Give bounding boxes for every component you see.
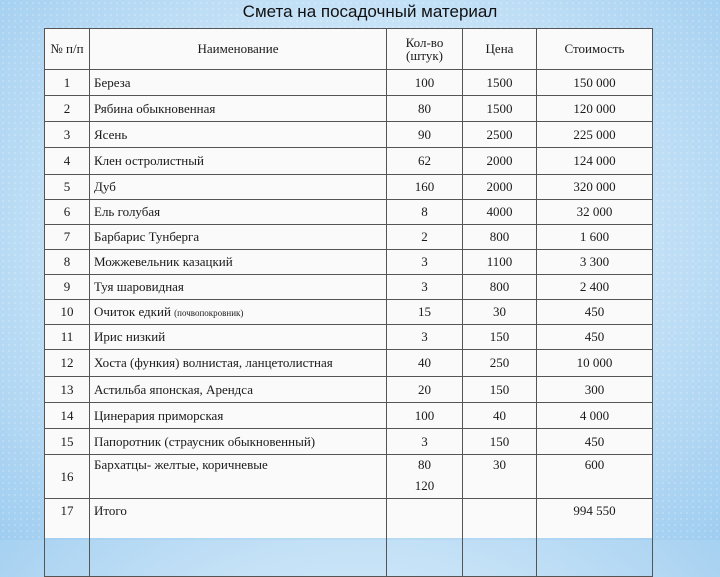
row-price: 4000: [463, 200, 537, 225]
row-qty: 90: [387, 122, 463, 148]
row-price: 1500: [463, 96, 537, 122]
header-name: Наименование: [90, 29, 387, 70]
row-number: 12: [45, 350, 90, 377]
table-row: [45, 377, 653, 403]
row-name: Дуб: [90, 175, 387, 200]
row-number: 4: [45, 148, 90, 175]
table-row: [45, 175, 653, 200]
row-cost: 2 400: [537, 275, 653, 300]
row-price: 250: [463, 350, 537, 377]
row-name: Ясень: [90, 122, 387, 148]
row-cost: 124 000: [537, 148, 653, 175]
row-price: 1100: [463, 250, 537, 275]
row-number: 6: [45, 200, 90, 225]
estimate-table: [44, 28, 653, 577]
header-price: Цена: [463, 29, 537, 70]
header-qty-label: Кол-во: [405, 35, 444, 50]
row-number: 8: [45, 250, 90, 275]
row-name: Ирис низкий: [90, 325, 387, 350]
row-cost: 3 300: [537, 250, 653, 275]
row-name: Барбарис Тунберга: [90, 225, 387, 250]
row-number: 5: [45, 175, 90, 200]
row-name: Рябина обыкновенная: [90, 96, 387, 122]
total-number: 17: [45, 499, 90, 577]
row-name: Клен остролистный: [90, 148, 387, 175]
row-name-text: Очиток едкий: [94, 303, 171, 319]
table-row: [45, 403, 653, 429]
row-qty: 100: [387, 70, 463, 96]
row-number: 16: [45, 455, 90, 499]
table-row: [45, 429, 653, 455]
row-price: 150: [463, 325, 537, 350]
row-price: 2500: [463, 122, 537, 148]
table-row: [45, 455, 653, 499]
row-price: 40: [463, 403, 537, 429]
row-number: 2: [45, 96, 90, 122]
row-price: 2000: [463, 175, 537, 200]
row-name: Ель голубая: [90, 200, 387, 225]
row-number: 9: [45, 275, 90, 300]
row-name: Бархатцы- желтые, коричневые: [90, 455, 387, 499]
row-name: Туя шаровидная: [90, 275, 387, 300]
table-row: [45, 275, 653, 300]
row-qty: 20: [387, 377, 463, 403]
row-cost: 120 000: [537, 96, 653, 122]
table-row: [45, 122, 653, 148]
table-row: [45, 96, 653, 122]
row-qty: 3: [387, 250, 463, 275]
table-row: [45, 148, 653, 175]
row-name: Хоста (функия) волнистая, ланцетолистная: [90, 350, 387, 377]
row-number: 7: [45, 225, 90, 250]
table-row: [45, 250, 653, 275]
row-qty: 40: [387, 350, 463, 377]
row-name: Папоротник (страусник обыкновенный): [90, 429, 387, 455]
table-row: [45, 325, 653, 350]
row-price: 2000: [463, 148, 537, 175]
row-price: 150: [463, 377, 537, 403]
row-name-note: (почвопокровник): [174, 307, 244, 318]
row-name: Можжевельник казацкий: [90, 250, 387, 275]
row-price: 800: [463, 225, 537, 250]
header-num: № п/п: [45, 29, 90, 70]
page-title: Смета на посадочный материал: [242, 2, 498, 21]
table-row: [45, 350, 653, 377]
row-cost: 10 000: [537, 350, 653, 377]
table-row: [45, 225, 653, 250]
row-cost: 320 000: [537, 175, 653, 200]
row-qty: 8: [387, 200, 463, 225]
row-price: 150: [463, 429, 537, 455]
row-cost: 150 000: [537, 70, 653, 96]
row-number: 10: [45, 300, 90, 325]
table-row: [45, 70, 653, 96]
row-price: 30: [463, 455, 537, 499]
row-number: 15: [45, 429, 90, 455]
total-price: [463, 499, 537, 577]
row-cost: 300: [537, 377, 653, 403]
header-qty-unit: (штук): [406, 48, 443, 63]
total-label: Итого: [90, 499, 387, 577]
row-qty: 15: [387, 300, 463, 325]
row-price: 800: [463, 275, 537, 300]
row-qty: [387, 455, 463, 499]
header-cost: Стоимость: [537, 29, 653, 70]
table-row: [45, 300, 653, 325]
row-qty-value: 80: [418, 457, 431, 472]
row-qty: 3: [387, 325, 463, 350]
row-qty: 160: [387, 175, 463, 200]
row-price: 30: [463, 300, 537, 325]
table-header-row: [45, 29, 653, 70]
header-qty: [387, 29, 463, 70]
row-cost: 225 000: [537, 122, 653, 148]
row-number: 13: [45, 377, 90, 403]
row-name: [90, 300, 387, 325]
row-qty: 3: [387, 275, 463, 300]
total-row: [45, 499, 653, 577]
row-number: 14: [45, 403, 90, 429]
total-cost: 994 550: [537, 499, 653, 577]
total-qty: [387, 499, 463, 577]
row-name: Цинерария приморская: [90, 403, 387, 429]
row-cost: 4 000: [537, 403, 653, 429]
row-qty: 2: [387, 225, 463, 250]
row-cost: 450: [537, 429, 653, 455]
row-name: Астильба японская, Арендса: [90, 377, 387, 403]
row-number: 3: [45, 122, 90, 148]
row-cost: 600: [537, 455, 653, 499]
row-number: 1: [45, 70, 90, 96]
row-cost: 32 000: [537, 200, 653, 225]
row-qty: 80: [387, 96, 463, 122]
row-cost: 450: [537, 325, 653, 350]
row-qty-value-2: 120: [414, 478, 435, 493]
row-price: 1500: [463, 70, 537, 96]
row-cost: 450: [537, 300, 653, 325]
row-name: Береза: [90, 70, 387, 96]
row-qty: 100: [387, 403, 463, 429]
row-qty: 3: [387, 429, 463, 455]
row-qty: 62: [387, 148, 463, 175]
row-cost: 1 600: [537, 225, 653, 250]
row-number: 11: [45, 325, 90, 350]
table-row: [45, 200, 653, 225]
